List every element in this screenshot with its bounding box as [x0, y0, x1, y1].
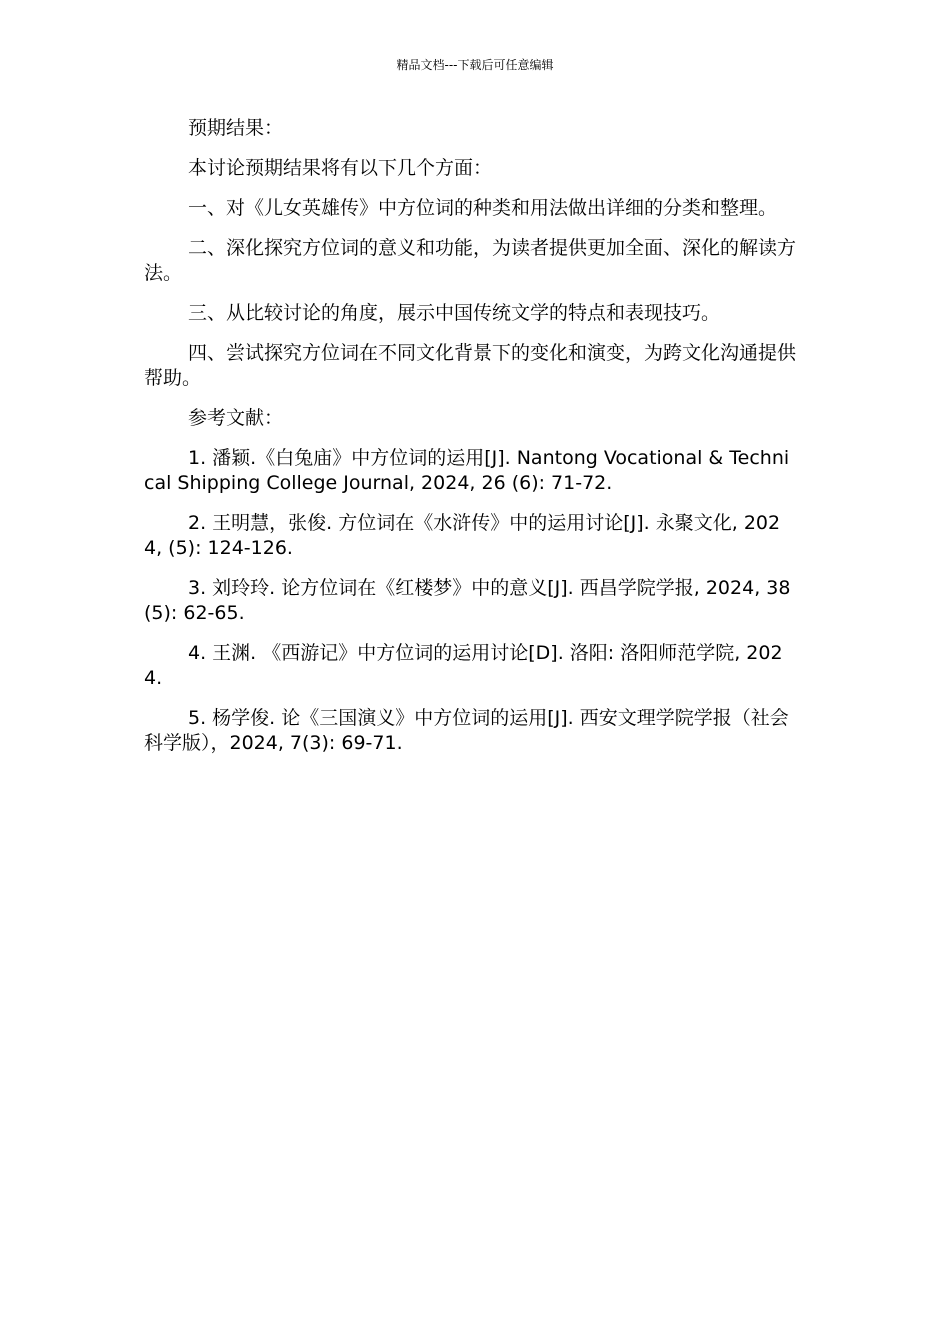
document-body: [144, 116, 796, 771]
expected-results-heading: 预期结果：: [188, 117, 284, 139]
reference-item-4: 4. 王渊. 《西游记》中方位词的运用讨论[D]. 洛阳: 洛阳师范学院, 2024.: [144, 642, 783, 689]
expected-item-2: 二、深化探究方位词的意义和功能，为读者提供更加全面、深化的解读方法。: [144, 237, 797, 284]
expected-item-4: 四、尝试探究方位词在不同文化背景下的变化和演变，为跨文化沟通提供帮助。: [144, 342, 797, 389]
expected-results-intro: 本讨论预期结果将有以下几个方面：: [188, 157, 493, 179]
reference-item-2: 2. 王明慧，张俊. 方位词在《水浒传》中的运用讨论[J]. 永聚文化, 2024, (5): 124-126.: [144, 512, 781, 559]
page-header: 精品文档---下载后可任意编辑: [396, 58, 554, 72]
reference-item-5: 5. 杨学俊. 论《三国演义》中方位词的运用[J]. 西安文理学院学报（社会科学版），2024, 7(3): 69-71.: [144, 707, 789, 754]
reference-item-3: 3. 刘玲玲. 论方位词在《红楼梦》中的意义[J]. 西昌学院学报, 2024, 38(5): 62-65.: [144, 577, 791, 624]
expected-item-1: 一、对《儿女英雄传》中方位词的种类和用法做出详细的分类和整理。: [188, 197, 778, 219]
expected-item-3: 三、从比较讨论的角度，展示中国传统文学的特点和表现技巧。: [188, 302, 721, 324]
reference-item-1: 1. 潘颖.《白兔庙》中方位词的运用[J]. Nantong Vocational & Technical Shipping College Journal, 2024, 26 (6): 71-72.: [144, 447, 790, 494]
references-heading: 参考文献：: [188, 407, 284, 429]
